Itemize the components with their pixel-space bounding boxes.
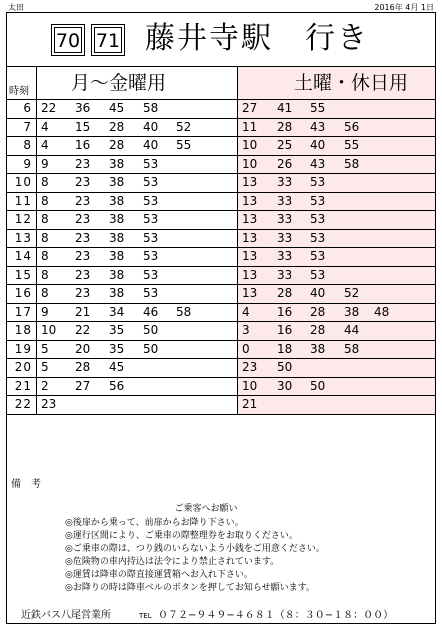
departure-minute: 35 <box>109 341 125 356</box>
departure-minute: 8 <box>41 267 49 282</box>
departure-minute: 53 <box>143 175 159 189</box>
departure-minute: 44 <box>344 323 360 337</box>
departure-minute: 28 <box>75 360 91 374</box>
departure-minute: 40 <box>143 119 159 134</box>
departure-minute: 33 <box>277 230 293 245</box>
departure-minute: 53 <box>143 230 159 245</box>
timetable-row <box>7 341 435 360</box>
notice-line: ◎お降りの時は降車ベルのボタンを押してお知らせ願います。 <box>65 583 315 593</box>
route-number-box <box>91 24 125 56</box>
departure-minute: 38 <box>310 341 326 356</box>
departure-minute: 33 <box>277 193 293 208</box>
departure-minute: 41 <box>277 101 293 115</box>
hour-label: 時刻 <box>9 86 29 97</box>
departure-minute: 53 <box>310 267 326 282</box>
tel-label: TEL <box>139 612 152 620</box>
office-name: 近鉄バス八尾営業所 <box>21 610 111 621</box>
departure-minute: 30 <box>277 378 293 393</box>
departure-minute: 28 <box>277 286 293 300</box>
departure-minute: 38 <box>109 156 125 171</box>
departure-minute: 38 <box>109 230 125 245</box>
departure-minute: 27 <box>75 378 91 393</box>
departure-minute: 45 <box>109 101 125 115</box>
footer <box>21 606 394 621</box>
departure-minute: 11 <box>242 119 258 134</box>
timetable-row <box>7 285 435 304</box>
departure-minute: 28 <box>277 119 293 134</box>
departure-minute: 3 <box>242 323 250 337</box>
departure-minute: 23 <box>242 360 258 374</box>
departure-minute: 33 <box>277 249 293 263</box>
departure-minute: 38 <box>344 304 360 319</box>
weekend-cell <box>238 100 435 118</box>
departure-minute: 5 <box>41 360 49 374</box>
departure-minute: 28 <box>310 304 326 319</box>
timetable-row <box>7 211 435 230</box>
departure-minute: 58 <box>143 101 159 115</box>
weekday-column-header <box>37 67 238 100</box>
timetable-row <box>7 156 435 175</box>
departure-minute: 53 <box>310 175 326 189</box>
notice-line: ◎ご乗車の際は、つり銭のいらないよう小銭をご用意ください。 <box>65 544 325 554</box>
timetable-row <box>7 193 435 212</box>
departure-minute: 53 <box>143 249 159 263</box>
departure-minute: 38 <box>109 175 125 189</box>
weekday-cell <box>37 359 238 377</box>
departure-minute: 13 <box>242 267 258 282</box>
departure-minute: 52 <box>176 119 192 134</box>
departure-minute: 43 <box>310 156 326 171</box>
departure-minute: 23 <box>75 193 91 208</box>
weekend-cell <box>238 156 435 174</box>
departure-minute: 58 <box>176 304 192 319</box>
departure-minute: 8 <box>41 230 49 245</box>
remarks-label: 備 考 <box>11 479 41 490</box>
weekday-cell <box>37 137 238 155</box>
departure-minute: 23 <box>75 212 91 226</box>
departure-minute: 0 <box>242 341 250 356</box>
departure-minute: 2 <box>41 378 49 393</box>
timetable-row <box>7 100 435 119</box>
timetable-row <box>7 137 435 156</box>
departure-minute: 58 <box>344 341 360 356</box>
hour-cell: 19 <box>7 341 37 359</box>
hour-cell: 21 <box>7 378 37 396</box>
departure-minute: 20 <box>75 341 91 356</box>
weekday-cell <box>37 119 238 137</box>
weekend-cell <box>238 322 435 340</box>
departure-minute: 35 <box>109 323 125 337</box>
weekday-cell <box>37 193 238 211</box>
hour-cell: 10 <box>7 174 37 192</box>
timetable-row <box>7 248 435 267</box>
departure-minute: 40 <box>310 138 326 152</box>
passenger-notice <box>7 501 435 593</box>
weekend-cell <box>238 193 435 211</box>
departure-minute: 58 <box>344 156 360 171</box>
timetable-row <box>7 174 435 193</box>
hour-cell: 8 <box>7 137 37 155</box>
departure-minute: 13 <box>242 286 258 300</box>
notice-line: ◎後扉から乗って、前扉からお降り下さい。 <box>65 518 244 528</box>
departure-minute: 38 <box>109 286 125 300</box>
weekday-cell <box>37 230 238 248</box>
hour-cell: 6 <box>7 100 37 118</box>
departure-minute: 4 <box>41 119 49 134</box>
departure-minute: 23 <box>75 175 91 189</box>
departure-minute: 40 <box>310 286 326 300</box>
departure-minute: 9 <box>41 304 49 319</box>
weekend-cell <box>238 378 435 396</box>
weekday-label: 月〜金曜用 <box>71 72 167 94</box>
departure-minute: 4 <box>41 138 49 152</box>
departure-minute: 21 <box>75 304 91 319</box>
tel-value: ０７２−９４９−４６８１（８：３０−１８：００） <box>157 610 394 621</box>
departure-minute: 26 <box>277 156 293 171</box>
departure-minute: 5 <box>41 341 49 356</box>
departure-minute: 48 <box>374 304 390 319</box>
weekday-cell <box>37 304 238 322</box>
notice-title: ご乗客へお願い <box>174 504 238 514</box>
departure-minute: 8 <box>41 249 49 263</box>
location-label: 太田 <box>8 3 24 12</box>
departure-minute: 16 <box>277 323 293 337</box>
timetable-row <box>7 119 435 138</box>
departure-minute: 8 <box>41 175 49 189</box>
timetable-rows <box>7 100 435 415</box>
remarks-section <box>7 473 435 623</box>
departure-minute: 53 <box>310 193 326 208</box>
hour-column-header <box>7 67 37 100</box>
timetable-frame <box>6 12 436 624</box>
departure-minute: 13 <box>242 212 258 226</box>
departure-minute: 53 <box>143 267 159 282</box>
notice-line: ◎危険物の車内持込は法令により禁止されています。 <box>65 557 280 567</box>
weekday-cell <box>37 248 238 266</box>
departure-minute: 10 <box>242 156 258 171</box>
weekend-cell <box>238 137 435 155</box>
departure-minute: 13 <box>242 230 258 245</box>
hour-cell: 7 <box>7 119 37 137</box>
weekday-cell <box>37 156 238 174</box>
departure-minute: 28 <box>310 323 326 337</box>
departure-minute: 53 <box>143 286 159 300</box>
departure-minute: 13 <box>242 175 258 189</box>
phone-number <box>139 606 393 621</box>
weekend-column-header <box>238 67 435 100</box>
departure-minute: 22 <box>75 323 91 337</box>
top-info-line <box>6 2 436 12</box>
departure-minute: 10 <box>242 378 258 393</box>
destination-title: 藤井寺駅 行き <box>145 21 369 56</box>
departure-minute: 16 <box>277 304 293 319</box>
weekend-cell <box>238 396 435 414</box>
departure-minute: 53 <box>310 230 326 245</box>
departure-minute: 23 <box>75 230 91 245</box>
weekday-cell <box>37 285 238 303</box>
weekend-cell <box>238 230 435 248</box>
departure-minute: 22 <box>41 101 57 115</box>
weekday-cell <box>37 174 238 192</box>
departure-minute: 8 <box>41 286 49 300</box>
departure-minute: 18 <box>277 341 293 356</box>
weekday-cell <box>37 211 238 229</box>
weekend-cell <box>238 211 435 229</box>
hour-cell: 11 <box>7 193 37 211</box>
departure-minute: 23 <box>75 286 91 300</box>
departure-minute: 56 <box>344 119 360 134</box>
weekday-cell <box>37 267 238 285</box>
departure-minute: 21 <box>242 397 258 411</box>
departure-minute: 55 <box>310 101 326 115</box>
weekend-cell <box>238 119 435 137</box>
hour-cell: 12 <box>7 211 37 229</box>
timetable-row <box>7 304 435 323</box>
departure-minute: 56 <box>109 378 125 393</box>
notice-line: ◎運賃は降車の際直接運賃箱へお入れ下さい。 <box>65 570 253 580</box>
weekend-cell <box>238 248 435 266</box>
departure-minute: 36 <box>75 101 91 115</box>
departure-minute: 50 <box>277 360 293 374</box>
timetable-row <box>7 267 435 286</box>
departure-minute: 34 <box>109 304 125 319</box>
departure-minute: 38 <box>109 212 125 226</box>
departure-minute: 53 <box>143 193 159 208</box>
departure-minute: 40 <box>143 138 159 152</box>
departure-minute: 23 <box>75 267 91 282</box>
weekend-cell <box>238 341 435 359</box>
hour-cell: 16 <box>7 285 37 303</box>
effective-date: 2016年 4月 1日 <box>374 3 434 12</box>
hour-cell: 18 <box>7 322 37 340</box>
weekday-cell <box>37 100 238 118</box>
route-number: 70 <box>54 27 82 53</box>
route-number: 71 <box>94 27 122 53</box>
hour-cell: 17 <box>7 304 37 322</box>
departure-minute: 10 <box>242 138 258 152</box>
timetable-header <box>7 13 435 67</box>
departure-minute: 50 <box>143 341 159 356</box>
departure-minute: 52 <box>344 286 360 300</box>
departure-minute: 43 <box>310 119 326 134</box>
departure-minute: 53 <box>143 156 159 171</box>
departure-minute: 55 <box>176 138 192 152</box>
departure-minute: 25 <box>277 138 293 152</box>
weekend-cell <box>238 304 435 322</box>
departure-minute: 33 <box>277 175 293 189</box>
departure-minute: 27 <box>242 101 258 115</box>
departure-minute: 53 <box>310 249 326 263</box>
departure-minute: 38 <box>109 249 125 263</box>
timetable-row <box>7 230 435 249</box>
departure-minute: 46 <box>143 304 159 319</box>
departure-minute: 45 <box>109 360 125 374</box>
timetable-row <box>7 322 435 341</box>
weekday-cell <box>37 396 238 414</box>
weekday-cell <box>37 322 238 340</box>
weekend-cell <box>238 267 435 285</box>
departure-minute: 53 <box>310 212 326 226</box>
hour-cell: 13 <box>7 230 37 248</box>
departure-minute: 4 <box>242 304 250 319</box>
hour-cell: 15 <box>7 267 37 285</box>
departure-minute: 38 <box>109 193 125 208</box>
departure-minute: 33 <box>277 267 293 282</box>
timetable-row <box>7 396 435 415</box>
weekday-cell <box>37 378 238 396</box>
departure-minute: 50 <box>310 378 326 393</box>
departure-minute: 8 <box>41 193 49 208</box>
departure-minute: 16 <box>75 138 91 152</box>
timetable-row <box>7 359 435 378</box>
timetable-row <box>7 378 435 397</box>
departure-minute: 13 <box>242 249 258 263</box>
weekday-cell <box>37 341 238 359</box>
departure-minute: 15 <box>75 119 91 134</box>
departure-minute: 23 <box>41 397 57 411</box>
departure-minute: 33 <box>277 212 293 226</box>
hour-cell: 20 <box>7 359 37 377</box>
departure-minute: 9 <box>41 156 49 171</box>
weekend-label: 土曜・休日用 <box>294 72 409 94</box>
weekend-cell <box>238 285 435 303</box>
weekend-cell <box>238 174 435 192</box>
departure-minute: 13 <box>242 193 258 208</box>
departure-minute: 28 <box>109 138 125 152</box>
departure-minute: 50 <box>143 323 159 337</box>
departure-minute: 23 <box>75 156 91 171</box>
departure-minute: 28 <box>109 119 125 134</box>
departure-minute: 10 <box>41 323 57 337</box>
departure-minute: 23 <box>75 249 91 263</box>
departure-minute: 53 <box>143 212 159 226</box>
departure-minute: 38 <box>109 267 125 282</box>
hour-cell: 9 <box>7 156 37 174</box>
notice-line: ◎運行区間により、ご乗車の際整理券をお取りください。 <box>65 531 298 541</box>
hour-cell: 22 <box>7 396 37 414</box>
hour-cell: 14 <box>7 248 37 266</box>
route-number-box <box>51 24 85 56</box>
departure-minute: 55 <box>344 138 360 152</box>
weekend-cell <box>238 359 435 377</box>
departure-minute: 8 <box>41 212 49 226</box>
